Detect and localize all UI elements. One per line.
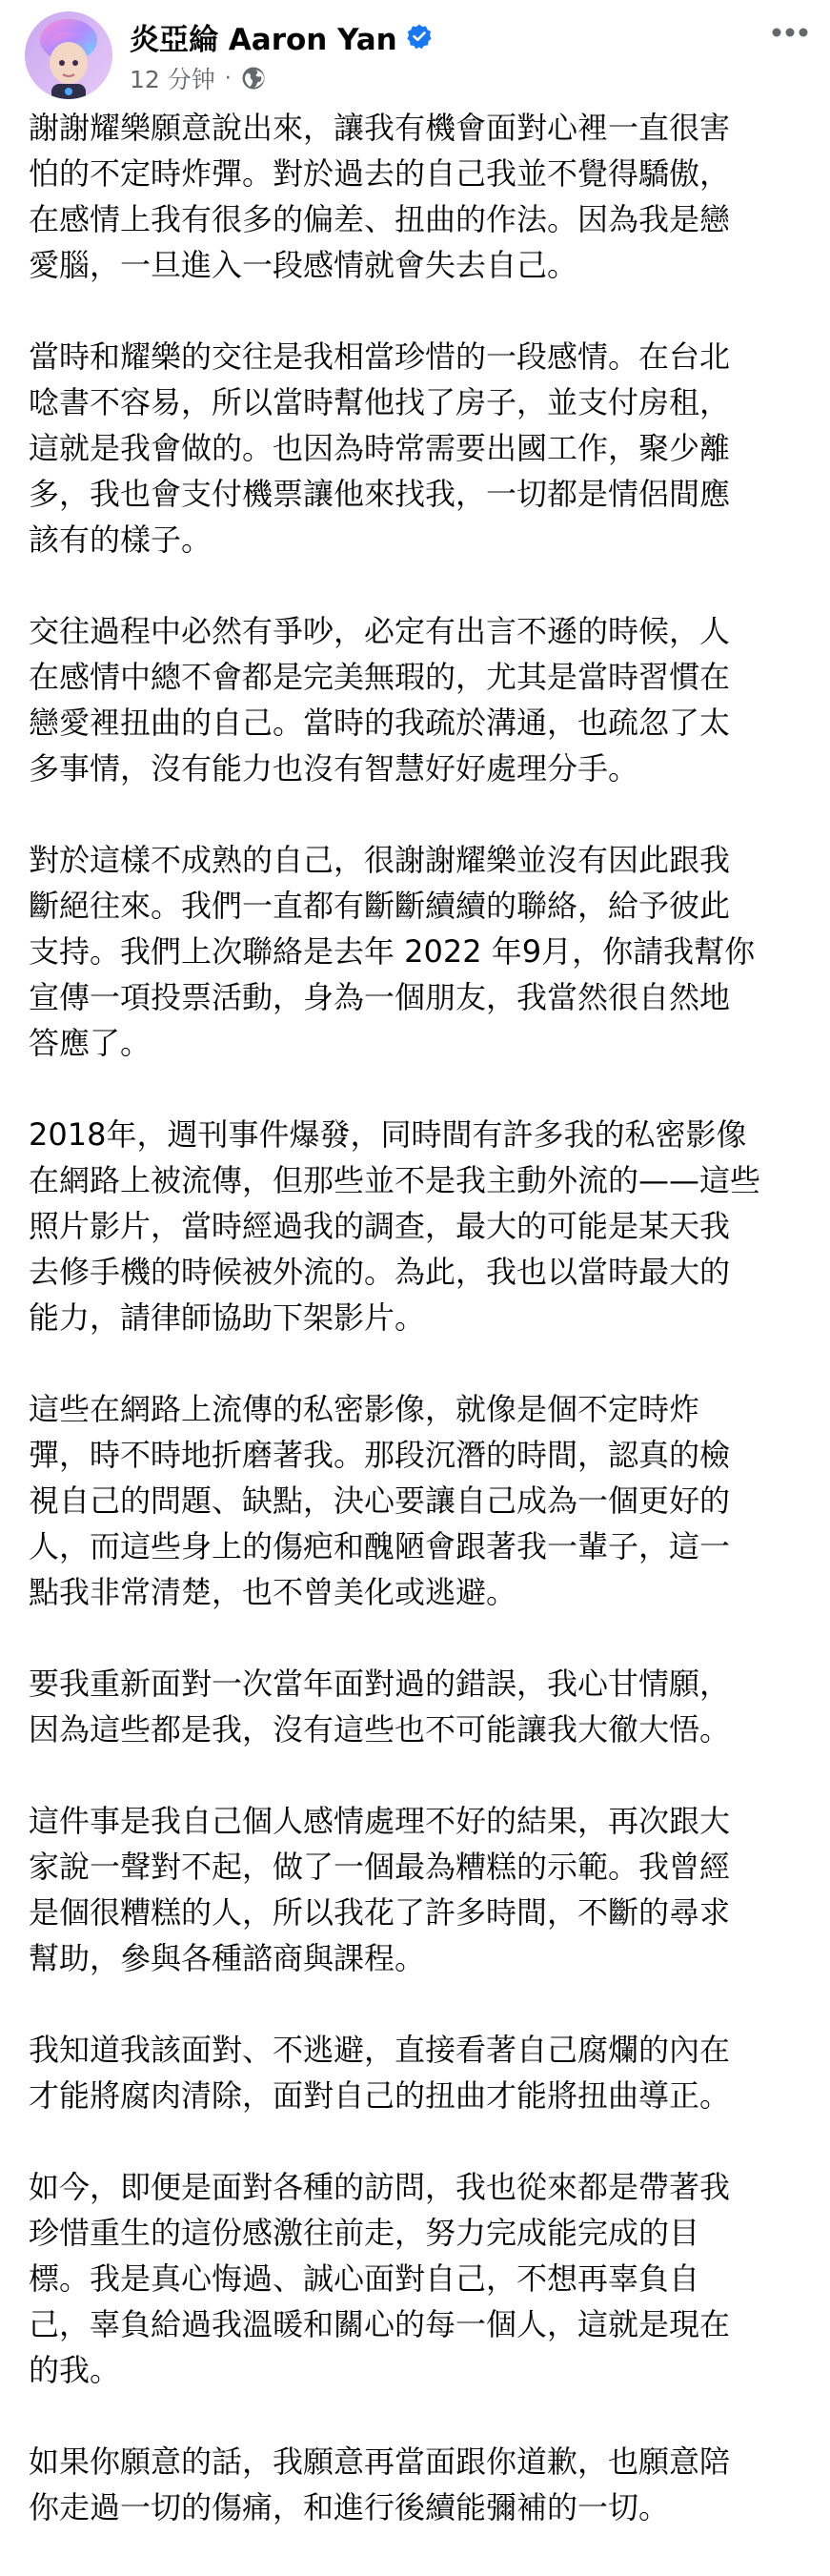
avatar-3d-character-icon: [25, 11, 112, 99]
post-timestamp[interactable]: 12 分钟: [130, 66, 215, 93]
author-avatar[interactable]: [25, 11, 112, 99]
post-subinfo: [130, 60, 433, 96]
post-paragraph: 如今，即便是面對各種的訪問，我也從來都是帶著我 珍惜重生的這份感激往前走，努力完成能完成的目 標。我是真心悔過、誠心面對自己，不想再辜負自 己，辜負給過我溫暖和關心的每一個人，這就是現在 的我。: [29, 2169, 731, 2388]
post-paragraph: 要我重新面對一次當年面對過的錯誤，我心甘情願， 因為這些都是我，沒有這些也不可能讓我大徹大悟。: [29, 1666, 731, 1748]
post-paragraph: 這件事是我自己個人感情處理不好的結果，再次跟大 家說一聲對不起，做了一個最為糟糕的示範。我曾經 是個很糟糕的人，所以我花了許多時間，不斷的尋求 幫助，參與各種諮商與課程。: [29, 1803, 731, 1976]
post-paragraph: 當時和耀樂的交往是我相當珍惜的一段感情。在台北 唸書不容易，所以當時幫他找了房子，並支付房租， 這就是我會做的。也因為時常需要出國工作，聚少離 多，我也會支付機票讓他來找我，一切都是情侶間應 該有的樣子。: [29, 338, 731, 558]
post-paragraph: 這些在網路上流傳的私密影像，就像是個不定時炸 彈，時不時地折磨著我。那段沉潛的時間，認真的檢 視自己的問題、缺點，決心要讓自己成為一個更好的 人，而這些身上的傷疤和醜陋會跟著我一輩子，這一 點我非常清楚，也不曾美化或逃避。: [29, 1391, 731, 1610]
more-options-icon: [771, 27, 809, 38]
author-row: [130, 14, 433, 58]
verified-badge-icon: [406, 23, 433, 50]
post-meta: [130, 14, 433, 96]
post-paragraph: 謝謝耀樂願意說出來，讓我有機會面對心裡一直很害 怕的不定時炸彈。對於過去的自己我並不覺得驕傲， 在感情上我有很多的偏差、扭曲的作法。因為我是戀 愛腦，一旦進入一段感情就會失去自己。: [29, 110, 731, 283]
post-paragraph: 如果你願意的話，我願意再當面跟你道歉，也願意陪 你走過一切的傷痛，和進行後續能彌補的一切。: [29, 2443, 731, 2525]
post-body: [29, 105, 829, 2576]
post-paragraph: 對於這樣不成熟的自己，很謝謝耀樂並沒有因此跟我 斷絕往來。我們一直都有斷斷續續的聯絡，給予彼此 支持。我們上次聯絡是去年 2022 年9月，你請我幫你 宣傳一項投票活動，身為一個朋友，我當然很自然地 答應了。: [29, 842, 756, 1061]
post-paragraph: 2018年，週刊事件爆發，同時間有許多我的私密影像 在網路上被流傳，但那些並不是我主動外流的——這些 照片影片，當時經過我的調查，最大的可能是某天我 去修手機的時候被外流的。為此，我也以當時最大的 能力，請律師協助下架影片。: [29, 1116, 761, 1336]
post-paragraph: 我知道我該面對、不逃避，直接看著自己腐爛的內在 才能將腐肉清除，面對自己的扭曲才能將扭曲導正。: [29, 2032, 731, 2114]
separator-dot: ·: [224, 66, 232, 91]
post-paragraph: 交往過程中必然有爭吵，必定有出言不遜的時候，人 在感情中總不會都是完美無瑕的，尤其是當時習慣在 戀愛裡扭曲的自己。當時的我疏於溝通，也疏忽了太 多事情，沒有能力也沒有智慧好好處理分手。: [29, 613, 731, 787]
author-name-link[interactable]: 炎亞綸 Aaron Yan: [130, 22, 397, 57]
globe-icon[interactable]: [241, 66, 266, 91]
post-header: [25, 8, 433, 103]
more-options-button[interactable]: [769, 15, 811, 50]
